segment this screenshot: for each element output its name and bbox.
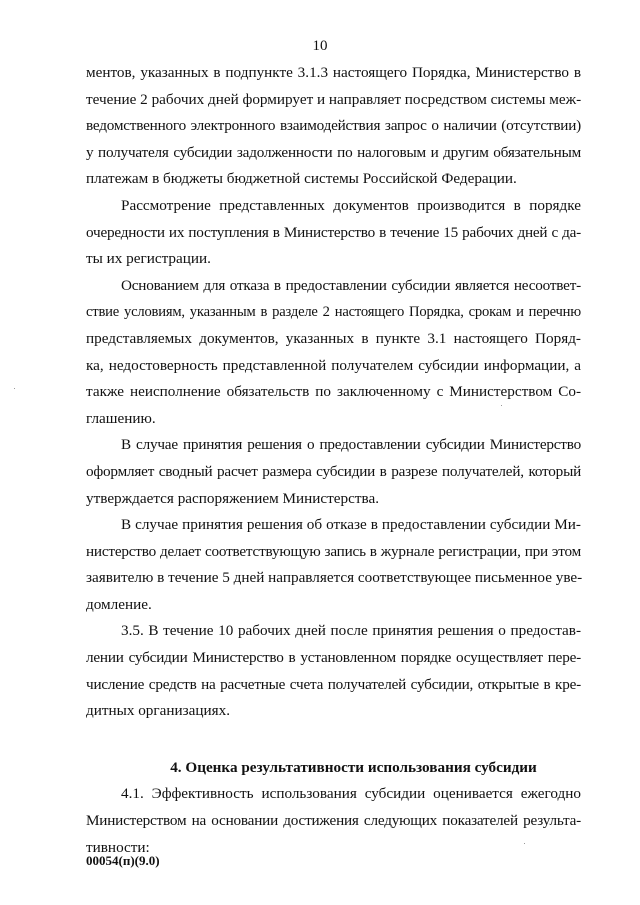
- scan-speck: [501, 405, 502, 406]
- text-line: утверждается распоряжением Министерства.: [86, 489, 379, 507]
- text-line: ты их регистрации.: [86, 250, 211, 268]
- document-body: [86, 60, 581, 861]
- text-line: тивности:: [86, 838, 150, 856]
- paragraph-4: [86, 432, 581, 512]
- text-line: В случае принятия решения о предоставлении субсидии Министерство: [121, 436, 581, 454]
- text-line: глашению.: [86, 409, 156, 427]
- section-paragraph: [86, 781, 581, 861]
- page-number: 10: [312, 38, 328, 54]
- text-line: Министерством на основании достижения следующих показателей результа-: [86, 812, 581, 830]
- text-line: платежам в бюджеты бюджетной системы Российской Федерации.: [86, 170, 517, 188]
- text-line: лении субсидии Министерство в установленном порядке осуществляет пере-: [86, 649, 581, 667]
- paragraph-1: [86, 60, 581, 193]
- text-line: оформляет сводный расчет размера субсидии в разрезе получателей, который: [86, 462, 581, 480]
- section-heading: 4. Оценка результативности использования субсидии: [170, 758, 537, 776]
- scan-speck: [524, 843, 525, 844]
- scan-speck: [14, 388, 15, 389]
- paragraph-2: [86, 193, 581, 273]
- text-line: течение 2 рабочих дней формирует и направляет посредством системы меж-: [86, 90, 582, 108]
- document-code: 00054(п)(9.0): [86, 853, 160, 868]
- text-line: также неисполнение обязательств по заключенному с Министерством Со-: [86, 383, 581, 401]
- paragraph-6: [86, 618, 581, 724]
- text-line: ка, недостоверность представленной получателем субсидии информации, а: [86, 356, 581, 374]
- text-line: 4.1. Эффективность использования субсидии оценивается ежегодно: [121, 785, 581, 803]
- text-line: В случае принятия решения об отказе в предоставлении субсидии Ми-: [121, 516, 581, 534]
- text-line: ментов, указанных в подпункте 3.1.3 настоящего Порядка, Министерство в: [86, 64, 581, 81]
- text-line: домление.: [86, 595, 152, 613]
- text-line: дитных организациях.: [86, 702, 230, 720]
- text-line: 3.5. В течение 10 рабочих дней после принятия решения о предостав-: [121, 622, 581, 640]
- text-line: числение средств на расчетные счета получателей субсидии, открытые в кре-: [86, 675, 581, 693]
- text-line: ведомственного электронного взаимодействия запрос о наличии (отсутствии): [86, 117, 581, 135]
- text-line: Рассмотрение представленных документов производится в порядке: [121, 196, 581, 214]
- text-line: нистерство делает соответствующую запись в журнале регистрации, при этом: [86, 542, 581, 560]
- text-line: у получателя субсидии задолженности по налоговым и другим обязательным: [86, 143, 581, 161]
- text-line: представляемых документов, указанных в пункте 3.1 настоящего Поряд-: [86, 329, 581, 347]
- paragraph-3: [86, 273, 581, 433]
- text-line: Основанием для отказа в предоставлении субсидии является несоответ-: [121, 276, 581, 294]
- text-line: очередности их поступления в Министерство в течение 15 рабочих дней с да-: [86, 223, 581, 241]
- text-line: ствие условиям, указанным в разделе 2 настоящего Порядка, срокам и перечню: [86, 304, 581, 321]
- paragraph-5: [86, 512, 581, 618]
- text-line: заявителю в течение 5 дней направляется соответствующее письменное уве-: [86, 569, 583, 587]
